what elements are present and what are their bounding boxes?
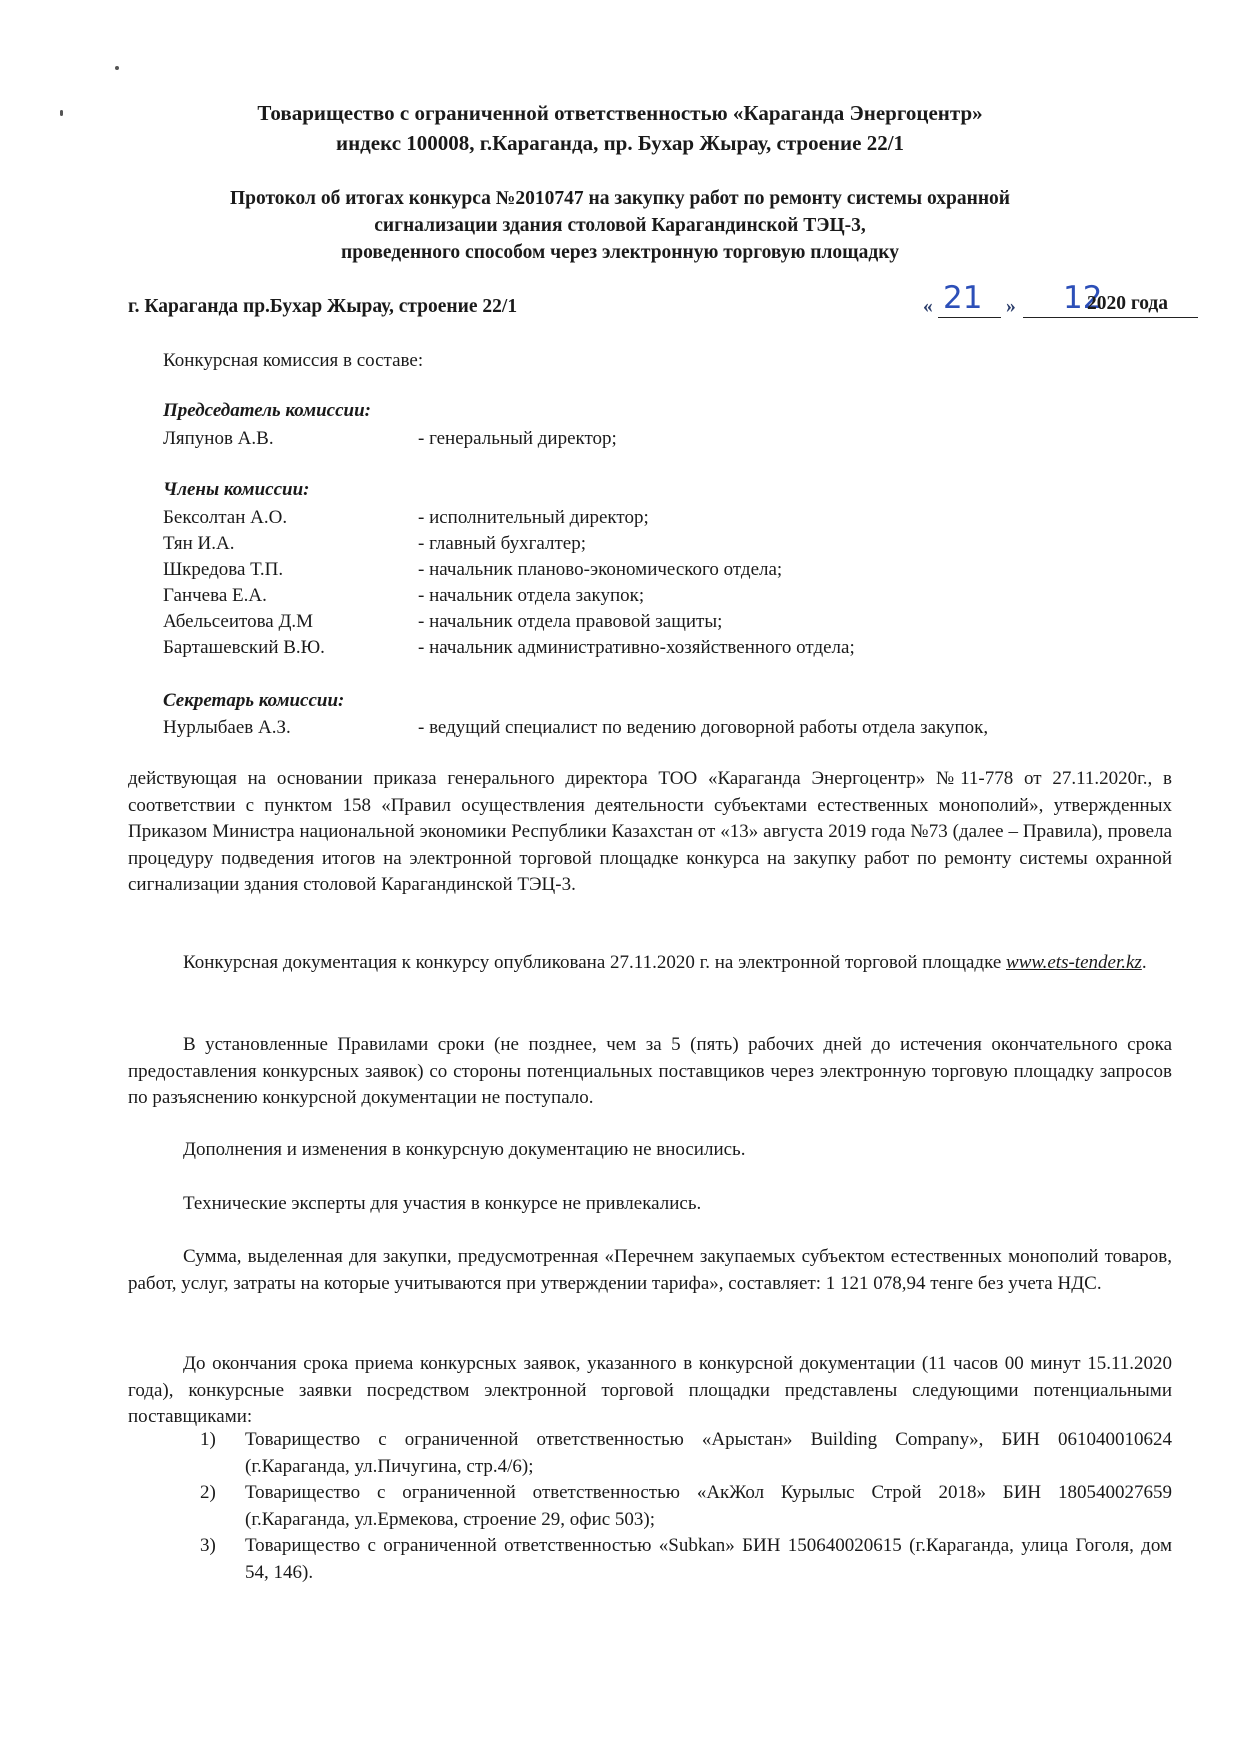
publication-text: Конкурсная документация к конкурсу опубликована 27.11.2020 г. на электронной торговой площадке (183, 952, 1007, 973)
scan-speck (115, 66, 119, 70)
place-date-row (128, 280, 1168, 324)
member-name: Абельсеитова Д.М (163, 611, 314, 632)
paragraph-experts: Технические эксперты для участия в конкурсе не привлекались. (183, 1193, 702, 1214)
chair-position: - генеральный директор; (418, 428, 617, 449)
secretary-heading: Секретарь комиссии: (163, 690, 345, 711)
protocol-title-line-1: Протокол об итогах конкурса №2010747 на закупку работ по ремонту системы охранной (229, 188, 1011, 209)
list-number: 1) (200, 1429, 216, 1450)
member-position: - исполнительный директор; (418, 507, 649, 528)
suppliers-list (200, 1427, 1172, 1586)
company-address: индекс 100008, г.Караганда, пр. Бухар Жырау, строение 22/1 (335, 131, 905, 155)
member-position: - начальник отдела правовой защиты; (418, 611, 723, 632)
protocol-title-line-2: сигнализации здания столовой Карагандинской ТЭЦ-3, (374, 215, 866, 236)
chair-name: Ляпунов А.В. (163, 428, 274, 449)
protocol-title-line-3: проведенного способом через электронную торговую площадку (341, 242, 899, 263)
quote-close: » (1006, 296, 1016, 317)
supplier-text: Товарищество с ограниченной ответственностью «Subkan» БИН 150640020615 (г.Караганда, улица Гоголя, дом 54, 146). (245, 1535, 1172, 1583)
publication-end: . (1141, 952, 1147, 973)
paragraph-clarifications: В установленные Правилами сроки (не позднее, чем за 5 (пять) рабочих дней до истечения окончательного срока предоставления конкурсных заявок) со стороны потенциальных поставщиков через электронную торговую площадку запросов по разъяснению конкурсной документации не поступало. (128, 1034, 1172, 1108)
member-position: - начальник отдела закупок; (418, 585, 645, 606)
paragraph-publication (128, 950, 1172, 977)
quote-open: « (923, 296, 933, 317)
member-position: - начальник административно-хозяйственного отдела; (418, 637, 855, 658)
place-text: г. Караганда пр.Бухар Жырау, строение 22/1 (128, 296, 518, 317)
member-name: Ганчева Е.А. (163, 585, 267, 606)
member-name: Шкредова Т.П. (163, 559, 284, 580)
month-underline (1023, 317, 1198, 318)
handwritten-day: 21 (943, 280, 983, 316)
secretary-position: - ведущий специалист по ведению договорной работы отдела закупок, (418, 717, 989, 738)
members-heading: Члены комиссии: (163, 479, 310, 500)
chair-heading: Председатель комиссии: (163, 400, 371, 421)
handwritten-month: 12 (1063, 280, 1103, 316)
member-position: - начальник планово-экономического отдела; (418, 559, 783, 580)
list-item (200, 1533, 1172, 1586)
list-number: 3) (200, 1535, 216, 1556)
member-name: Бексолтан А.О. (163, 507, 288, 528)
list-number: 2) (200, 1482, 216, 1503)
supplier-text: Товарищество с ограниченной ответственностью «Арыстан» Building Company», БИН 061040010624 (г.Караганда, ул.Пичугина, стр.4/6); (245, 1429, 1172, 1477)
list-item (200, 1427, 1172, 1480)
ets-tender-link[interactable]: www.ets-tender.kz (1006, 952, 1142, 973)
member-name: Тян И.А. (163, 533, 235, 554)
commission-intro: Конкурсная комиссия в составе: (163, 350, 424, 371)
paragraph-basis: действующая на основании приказа генерального директора ТОО «Караганда Энергоцентр» №11-778 от 27.11.2020г., в соответствии с пунктом 158 «Правил осуществления деятельности субъектами естественных монополий», утвержденных Приказом Министра национальной экономики Республики Казахстан от «13» августа 2019 года №73 (далее – Правила), провела процедуру подведения итогов на электронной торговой площадке конкурса на закупку работ по ремонту системы охранной сигнализации здания столовой Карагандинской ТЭЦ-3. (128, 768, 1172, 895)
paragraph-applications: До окончания срока приема конкурсных заявок, указанного в конкурсной документации (11 часов 00 минут 15.11.2020 года), конкурсные заявки посредством электронной торговой площадки представлены следующими потенциальными поставщиками: (128, 1353, 1172, 1427)
company-name: Товарищество с ограниченной ответственностью «Караганда Энергоцентр» (257, 101, 983, 125)
date-year: 2020 года (1086, 293, 1168, 314)
member-position: - главный бухгалтер; (418, 533, 586, 554)
paragraph-amendments: Дополнения и изменения в конкурсную документацию не вносились. (183, 1139, 746, 1160)
list-item (200, 1480, 1172, 1533)
member-name: Барташевский В.Ю. (163, 637, 325, 658)
supplier-text: Товарищество с ограниченной ответственностью «АкЖол Курылыс Строй 2018» БИН 180540027659 (г.Караганда, ул.Ермекова, строение 29, офис 503); (245, 1482, 1172, 1530)
paragraph-budget: Сумма, выделенная для закупки, предусмотренная «Перечнем закупаемых субъектом естественных монополий товаров, работ, услуг, затраты на которые учитываются при утверждении тарифа», составляет: 1 121 078,94 тенге без учета НДС. (128, 1246, 1172, 1294)
secretary-name: Нурлыбаев А.З. (163, 717, 291, 738)
day-underline (938, 317, 1001, 318)
